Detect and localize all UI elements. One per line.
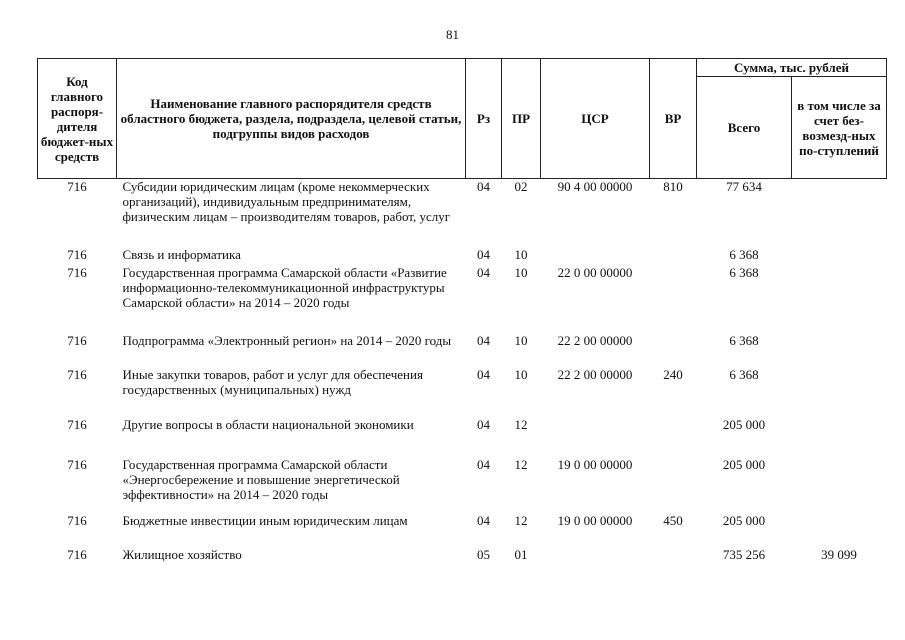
cell-rz: 04	[477, 416, 490, 432]
header-name: Наименование главного распорядителя средств областного бюджета, раздела, подраздела, целевой статьи, подгруппы видов расходов	[117, 59, 466, 179]
cell-pr: 10	[514, 264, 528, 280]
header-rz: Рз	[466, 59, 502, 179]
cell-total: 6 368	[729, 246, 759, 262]
cell-pr: 10	[514, 332, 528, 348]
page-number: 81	[446, 27, 459, 42]
cell-rz: 04	[477, 512, 490, 528]
cell-csr: 90 4 00 00000	[557, 179, 633, 194]
cell-code: 716	[67, 264, 87, 280]
cell-code: 716	[67, 512, 87, 528]
cell-name: Подпрограмма «Электронный регион» на 2014 – 2020 годы	[122, 332, 452, 348]
cell-incl	[792, 367, 887, 417]
header-sum: Сумма, тыс. рублей	[697, 59, 887, 77]
cell-incl	[792, 417, 887, 457]
cell-incl: 39 099	[821, 546, 857, 562]
budget-table	[37, 58, 887, 567]
cell-total: 6 368	[729, 332, 759, 348]
table-row	[38, 457, 887, 513]
cell-incl	[792, 265, 887, 333]
cell-total: 205 000	[722, 416, 766, 432]
cell-rz: 04	[477, 366, 490, 382]
cell-pr: 10	[514, 246, 528, 262]
cell-name: Государственная программа Самарской области «Развитие информационно-телекоммуникационной инфраструктуры Самарской области» на 2014 – 2020 годы	[122, 264, 447, 310]
cell-incl	[792, 513, 887, 547]
cell-total: 205 000	[722, 512, 766, 528]
cell-csr: 22 0 00 00000	[557, 264, 633, 280]
table-row	[38, 367, 887, 417]
table-row	[38, 247, 887, 265]
header-vr: ВР	[650, 59, 697, 179]
cell-name: Другие вопросы в области национальной экономики	[122, 416, 414, 432]
cell-pr: 12	[514, 416, 528, 432]
cell-vr	[650, 457, 697, 513]
cell-code: 716	[67, 179, 87, 194]
cell-vr	[650, 417, 697, 457]
table-row	[38, 265, 887, 333]
cell-incl	[792, 247, 887, 265]
cell-pr: 02	[514, 179, 528, 194]
cell-name: Субсидии юридическим лицам (кроме некоммерческих организаций), индивидуальным предпринимателям, физическим лицам – производителям товаров, работ, услуг	[122, 179, 451, 224]
cell-rz: 04	[477, 179, 490, 194]
cell-vr	[650, 265, 697, 333]
cell-total: 6 368	[729, 366, 759, 382]
table-row	[38, 417, 887, 457]
cell-rz: 04	[477, 456, 490, 472]
cell-name: Связь и информатика	[122, 246, 241, 262]
cell-code: 716	[67, 546, 87, 562]
header-total: Всего	[697, 77, 792, 179]
table-row	[38, 547, 887, 567]
cell-csr	[541, 547, 650, 567]
cell-total: 205 000	[722, 456, 766, 472]
table-row	[38, 333, 887, 367]
cell-code: 716	[67, 246, 87, 262]
cell-rz: 05	[477, 546, 490, 562]
cell-name: Государственная программа Самарской области «Энергосбережение и повышение энергетической эффективности» на 2014 – 2020 годы	[122, 456, 400, 502]
cell-name: Иные закупки товаров, работ и услуг для обеспечения государственных (муниципальных) нужд	[122, 366, 423, 397]
cell-csr: 22 2 00 00000	[557, 332, 633, 348]
cell-total: 6 368	[729, 264, 759, 280]
header-csr: ЦСР	[541, 59, 650, 179]
header-incl: в том числе за счет без-возмезд-ных по-ступлений	[792, 77, 887, 179]
cell-rz: 04	[477, 264, 490, 280]
cell-code: 716	[67, 366, 87, 382]
cell-vr	[650, 547, 697, 567]
cell-csr	[541, 417, 650, 457]
cell-rz: 04	[477, 246, 490, 262]
cell-vr	[650, 333, 697, 367]
table-row	[38, 179, 887, 247]
cell-pr: 01	[514, 546, 528, 562]
header-pr: ПР	[502, 59, 541, 179]
cell-csr	[541, 247, 650, 265]
header-code: Код главного распоря-дителя бюджет-ных средств	[38, 59, 117, 179]
cell-code: 716	[67, 332, 87, 348]
cell-csr: 19 0 00 00000	[557, 512, 633, 528]
cell-incl	[792, 457, 887, 513]
cell-pr: 10	[514, 366, 528, 382]
cell-name: Жилищное хозяйство	[122, 546, 242, 562]
cell-vr	[650, 247, 697, 265]
cell-pr: 12	[514, 456, 528, 472]
cell-code: 716	[67, 416, 87, 432]
cell-vr: 450	[663, 512, 683, 528]
cell-total: 77 634	[726, 179, 762, 194]
cell-code: 716	[67, 456, 87, 472]
cell-incl	[792, 333, 887, 367]
cell-vr: 810	[663, 179, 683, 194]
cell-rz: 04	[477, 332, 490, 348]
cell-csr: 22 2 00 00000	[557, 366, 633, 382]
cell-total: 735 256	[722, 546, 766, 562]
cell-incl	[792, 179, 887, 247]
cell-pr: 12	[514, 512, 528, 528]
table-row	[38, 513, 887, 547]
cell-name: Бюджетные инвестиции иным юридическим лицам	[122, 512, 408, 528]
cell-csr: 19 0 00 00000	[557, 456, 633, 472]
cell-vr: 240	[663, 366, 683, 382]
